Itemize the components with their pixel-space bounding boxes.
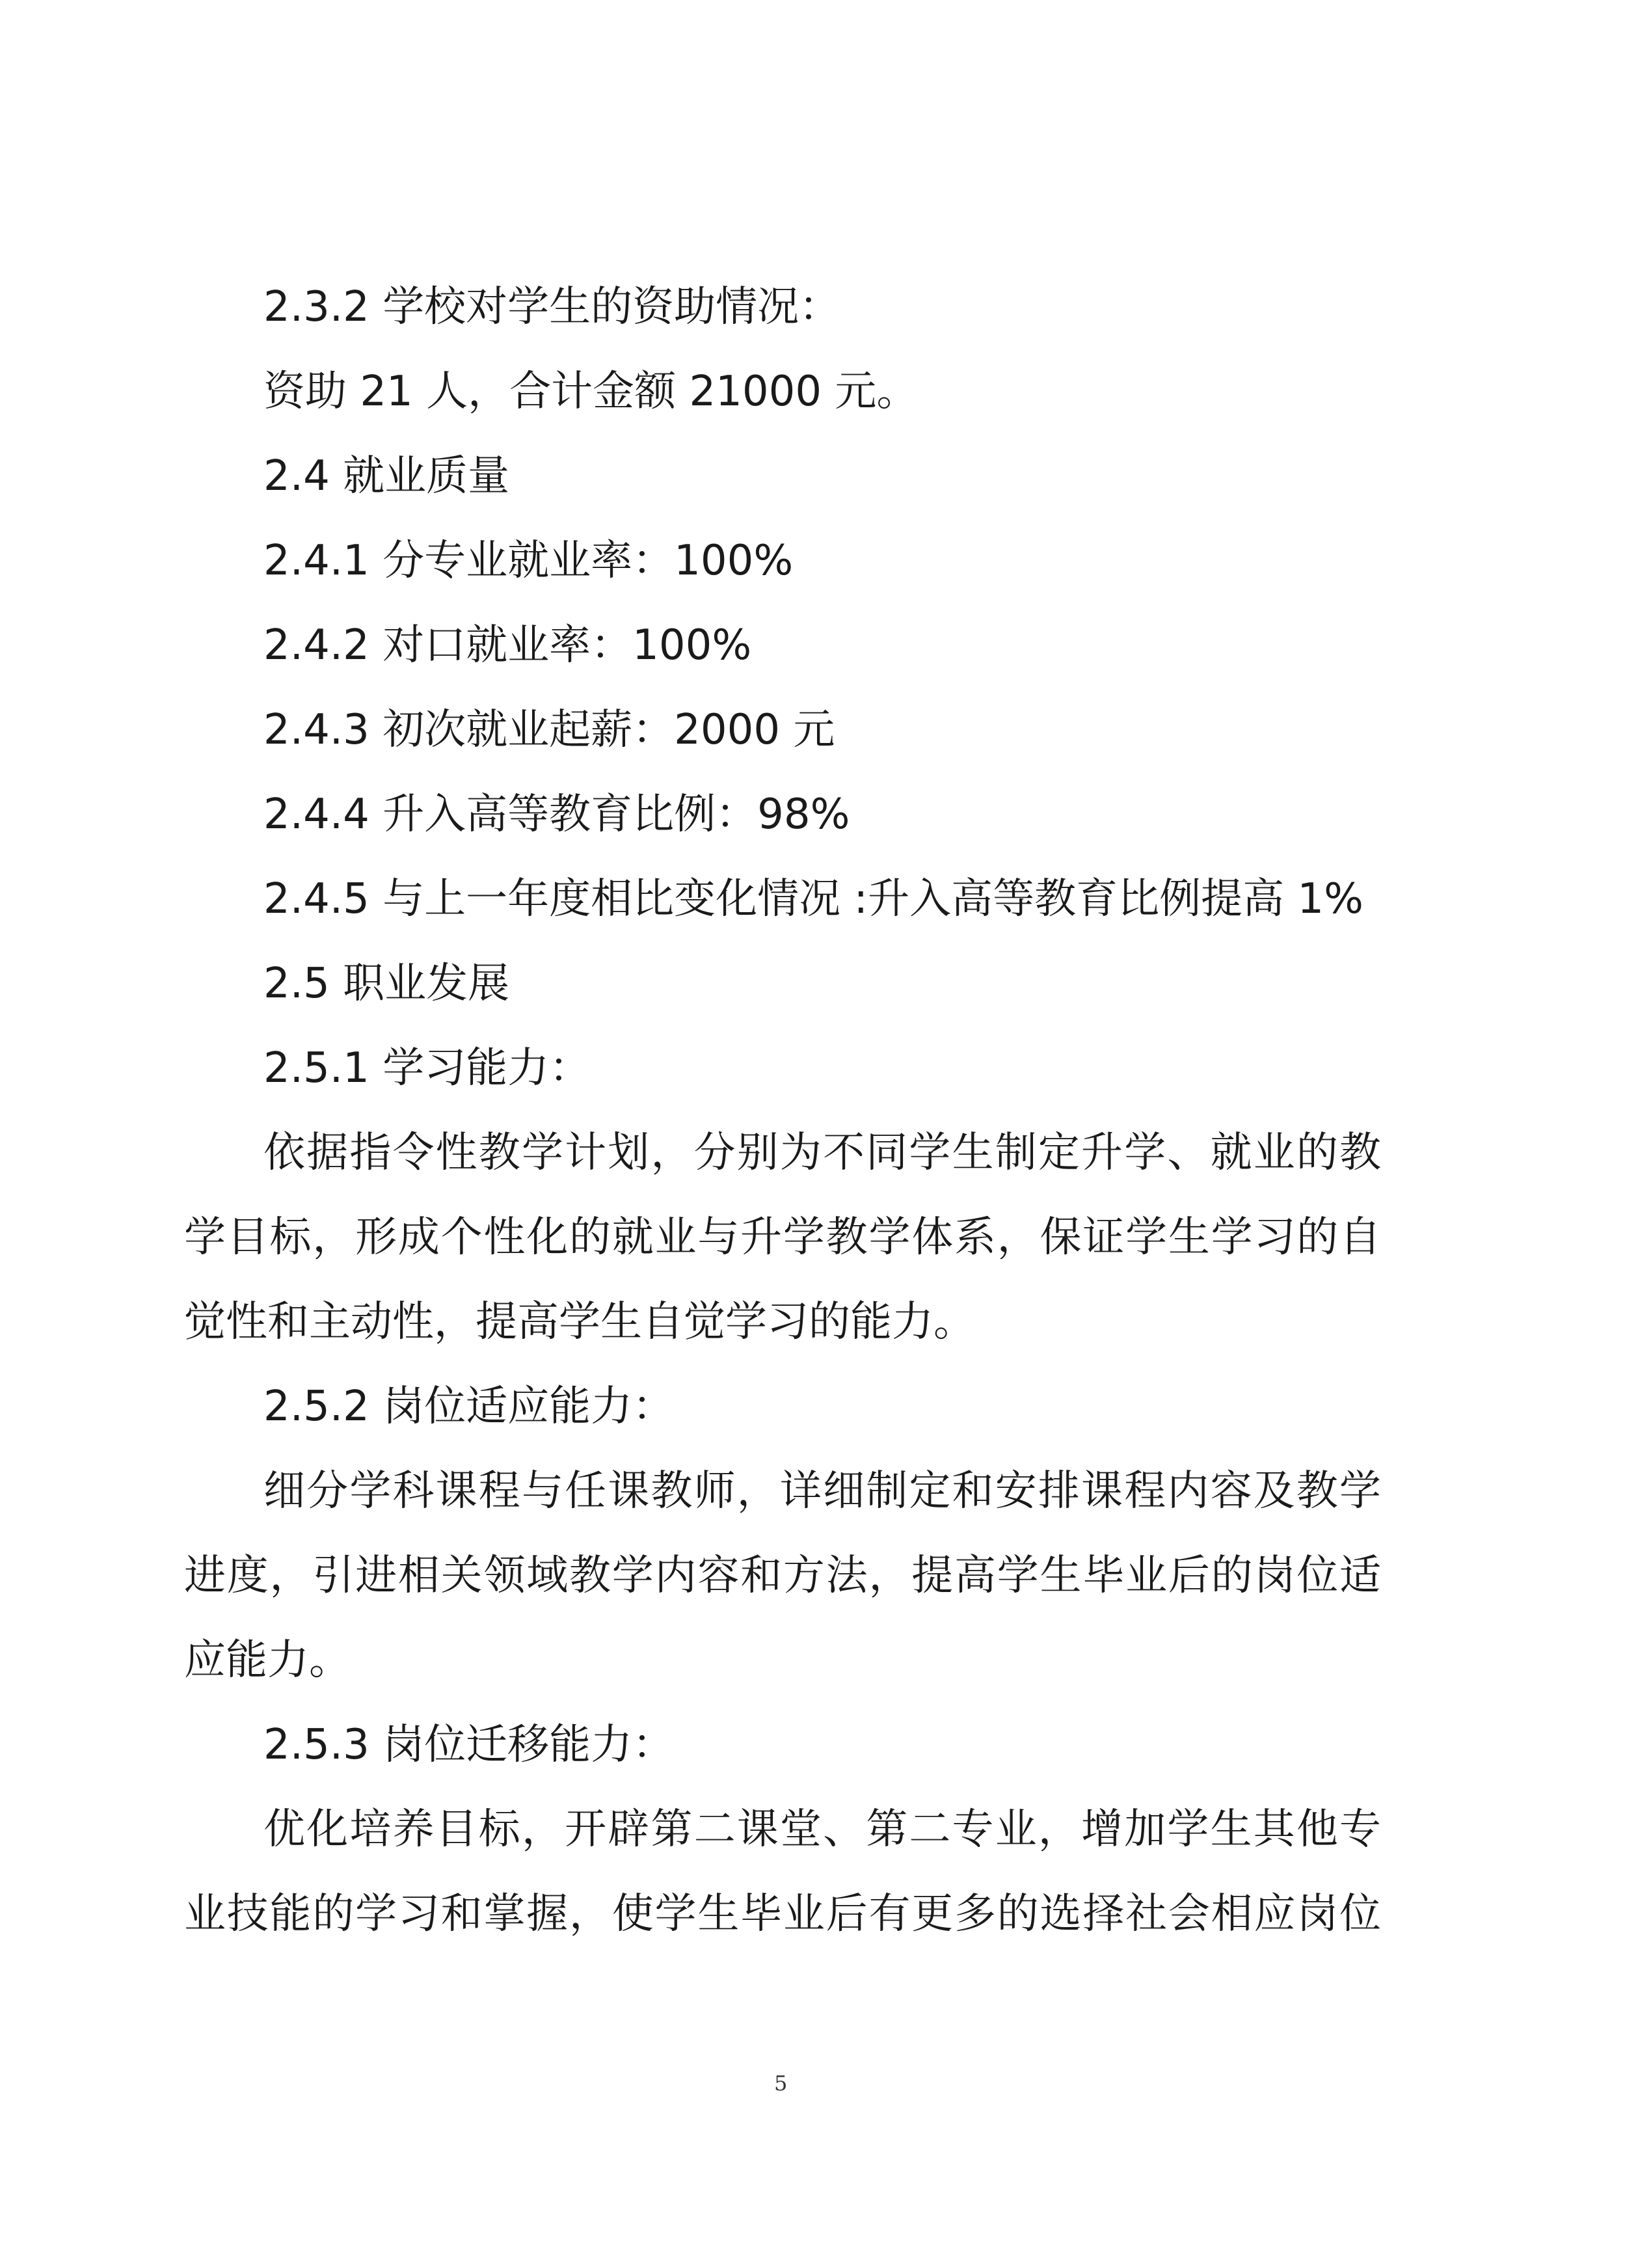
paragraph-adaptation-line-1: 细分学科课程与任课教师，详细制定和安排课程内容及教学 bbox=[263, 1467, 1381, 1515]
item-2-4-5: 2.4.5 与上一年度相比变化情况 :升入高等教育比例提高 1% bbox=[263, 875, 1363, 923]
page-number: 5 bbox=[774, 2071, 788, 2096]
heading-2-5-2: 2.5.2 岗位适应能力： bbox=[263, 1383, 675, 1431]
paragraph-funding-summary: 资助 21 人，合计金额 21000 元。 bbox=[263, 368, 919, 416]
paragraph-transfer-line-1: 优化培养目标，开辟第二课堂、第二专业，增加学生其他专 bbox=[263, 1805, 1381, 1854]
heading-2-5-1: 2.5.1 学习能力： bbox=[263, 1044, 591, 1092]
paragraph-learning-line-3: 觉性和主动性，提高学生自觉学习的能力。 bbox=[184, 1298, 975, 1346]
item-2-4-2: 2.4.2 对口就业率：100% bbox=[263, 621, 752, 669]
paragraph-learning-line-2: 学目标，形成个性化的就业与升学教学体系，保证学生学习的自 bbox=[184, 1213, 1381, 1262]
paragraph-adaptation-line-2: 进度，引进相关领域教学内容和方法，提高学生毕业后的岗位适 bbox=[184, 1552, 1381, 1600]
heading-2-5: 2.5 职业发展 bbox=[263, 960, 510, 1008]
item-2-4-4: 2.4.4 升入高等教育比例：98% bbox=[263, 790, 850, 839]
heading-2-3-2: 2.3.2 学校对学生的资助情况： bbox=[263, 283, 841, 331]
item-2-4-3: 2.4.3 初次就业起薪：2000 元 bbox=[263, 706, 835, 754]
heading-2-5-3: 2.5.3 岗位迁移能力： bbox=[263, 1721, 675, 1769]
paragraph-learning-line-1: 依据指令性教学计划，分别为不同学生制定升学、就业的教 bbox=[263, 1129, 1381, 1177]
paragraph-transfer-line-2: 业技能的学习和掌握，使学生毕业后有更多的选择社会相应岗位 bbox=[184, 1890, 1381, 1938]
item-2-4-1: 2.4.1 分专业就业率：100% bbox=[263, 537, 794, 585]
heading-2-4: 2.4 就业质量 bbox=[263, 452, 510, 500]
paragraph-adaptation-line-3: 应能力。 bbox=[184, 1636, 351, 1684]
